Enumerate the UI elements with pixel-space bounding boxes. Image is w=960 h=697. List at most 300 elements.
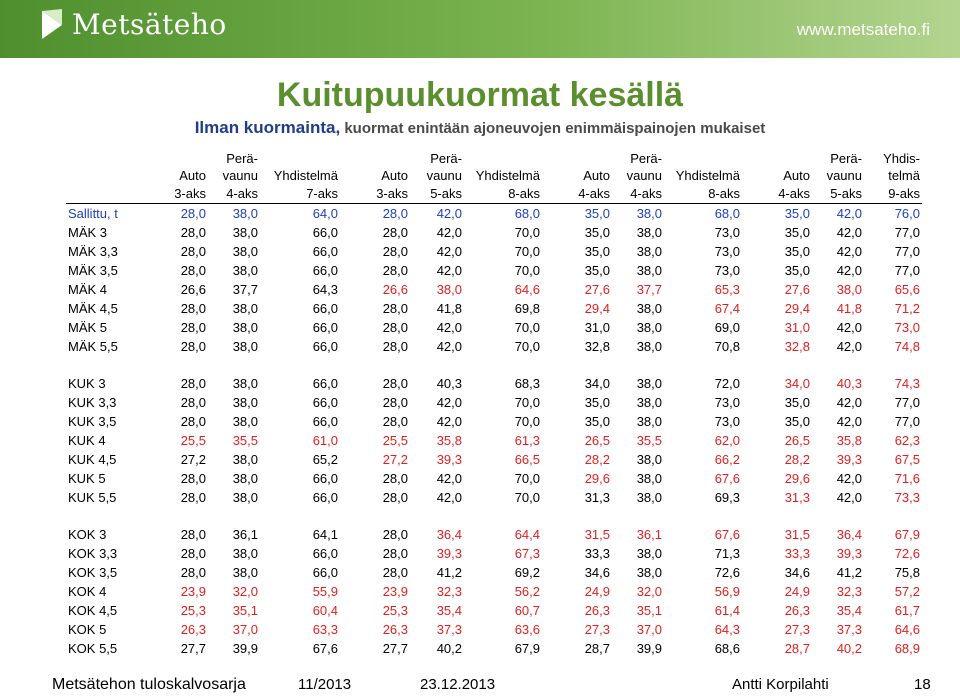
value-cell: 64,6 <box>514 282 540 297</box>
value-cell: 24,9 <box>584 584 610 599</box>
value-cell: 73,3 <box>894 490 920 505</box>
value-cell: 74,8 <box>894 339 920 354</box>
value-cell: 28,0 <box>382 225 408 240</box>
value-cell: 66,5 <box>514 452 540 467</box>
value-cell: 66,2 <box>714 452 740 467</box>
value-cell: 39,3 <box>836 546 862 561</box>
value-cell: 31,3 <box>584 490 610 505</box>
value-cell: 26,5 <box>784 433 810 448</box>
value-cell: 72,6 <box>714 565 740 580</box>
column-header-8: 4-aks <box>612 184 664 204</box>
column-header-1 <box>146 150 208 167</box>
column-header-4: Auto <box>381 168 408 183</box>
table-row <box>66 601 922 620</box>
table-row <box>66 393 922 412</box>
value-cell: 28,0 <box>382 376 408 391</box>
value-cell: 35,0 <box>784 414 810 429</box>
row-label: KUK 3 <box>68 376 106 391</box>
value-cell: 38,0 <box>232 225 258 240</box>
value-cell: 28,0 <box>180 546 206 561</box>
value-cell: 73,0 <box>714 395 740 410</box>
value-cell: 42,0 <box>836 244 862 259</box>
value-cell: 75,8 <box>894 565 920 580</box>
value-cell: 38,0 <box>636 565 662 580</box>
value-cell: 72,0 <box>714 376 740 391</box>
value-cell: 26,6 <box>382 282 408 297</box>
value-cell: 61,3 <box>514 433 540 448</box>
row-label: MÄK 3,5 <box>68 263 118 278</box>
value-cell: 38,0 <box>636 452 662 467</box>
value-cell: 38,0 <box>636 376 662 391</box>
table-row <box>66 450 922 469</box>
value-cell: 64,4 <box>514 527 540 542</box>
value-cell: 40,2 <box>836 641 862 656</box>
table-row <box>66 582 922 601</box>
value-cell: 68,6 <box>714 641 740 656</box>
value-cell: 35,8 <box>436 433 462 448</box>
slide-title: Kuitupuukuormat kesällä <box>276 76 684 114</box>
value-cell: 42,0 <box>836 471 862 486</box>
value-cell: 41,2 <box>836 565 862 580</box>
footer-number: 11/2013 <box>298 676 352 693</box>
column-header-2: Perä- <box>226 151 258 166</box>
value-cell: 38,0 <box>232 452 258 467</box>
row-label: MÄK 3,3 <box>68 244 118 259</box>
value-cell: 29,6 <box>784 471 810 486</box>
column-header-3: 7-aks <box>260 184 340 204</box>
value-cell: 63,3 <box>312 622 338 637</box>
header-row-3 <box>66 184 922 204</box>
row-label: MÄK 4 <box>68 282 108 297</box>
value-cell: 35,4 <box>436 603 462 618</box>
table-row <box>66 337 922 356</box>
column-header-7: Auto <box>583 168 610 183</box>
value-cell: 66,0 <box>312 225 338 240</box>
value-cell: 26,3 <box>784 603 810 618</box>
row-label: KUK 3,3 <box>68 395 117 410</box>
table-row <box>66 544 922 563</box>
value-cell: 28,0 <box>382 263 408 278</box>
subtitle-lead: Ilman kuormainta, <box>194 118 341 137</box>
value-cell: 77,0 <box>894 225 920 240</box>
value-cell: 42,0 <box>836 320 862 335</box>
value-cell: 36,4 <box>436 527 462 542</box>
value-cell: 28,0 <box>382 546 408 561</box>
value-cell: 38,0 <box>636 339 662 354</box>
value-cell: 28,0 <box>382 244 408 259</box>
value-cell: 40,2 <box>436 641 462 656</box>
value-cell: 66,0 <box>312 244 338 259</box>
value-cell: 66,0 <box>312 263 338 278</box>
value-cell: 39,9 <box>232 641 258 656</box>
value-cell: 66,0 <box>312 471 338 486</box>
value-cell: 35,0 <box>584 244 610 259</box>
table-row <box>66 261 922 280</box>
tree-logo-icon <box>38 7 66 41</box>
value-cell: 27,2 <box>382 452 408 467</box>
value-cell: 38,0 <box>232 395 258 410</box>
value-cell: 64,1 <box>312 527 338 542</box>
row-label: KUK 3,5 <box>68 414 117 429</box>
value-cell: 42,0 <box>836 339 862 354</box>
value-cell: 35,0 <box>784 225 810 240</box>
value-cell: 41,8 <box>836 301 862 316</box>
group-spacer <box>66 356 922 374</box>
value-cell: 28,0 <box>180 206 206 221</box>
value-cell: 67,5 <box>894 452 920 467</box>
value-cell: 66,0 <box>312 395 338 410</box>
corner-cell <box>66 150 146 167</box>
subtitle-rest: kuormat enintään ajoneuvojen enimmäispainojen mukaiset <box>340 120 766 137</box>
value-cell: 37,7 <box>232 282 258 297</box>
value-cell: 42,0 <box>836 263 862 278</box>
value-cell: 65,6 <box>894 282 920 297</box>
footer <box>0 672 960 697</box>
value-cell: 68,9 <box>894 641 920 656</box>
value-cell: 77,0 <box>894 395 920 410</box>
value-cell: 38,0 <box>232 490 258 505</box>
value-cell: 70,0 <box>514 339 540 354</box>
value-cell: 66,0 <box>312 376 338 391</box>
value-cell: 38,0 <box>636 471 662 486</box>
value-cell: 25,5 <box>180 433 206 448</box>
value-cell: 38,0 <box>232 339 258 354</box>
value-cell: 32,8 <box>784 339 810 354</box>
column-header-11: 5-aks <box>812 184 864 204</box>
value-cell: 28,0 <box>382 206 408 221</box>
value-cell: 64,3 <box>312 282 338 297</box>
value-cell: 25,5 <box>382 433 408 448</box>
value-cell: 42,0 <box>436 471 462 486</box>
value-cell: 35,0 <box>784 206 810 221</box>
table-row <box>66 223 922 242</box>
row-label: KUK 5 <box>68 471 106 486</box>
slide-subtitle <box>0 118 960 138</box>
value-cell: 38,0 <box>636 225 662 240</box>
value-cell: 26,6 <box>180 282 206 297</box>
column-header-9: Yhdistelmä <box>675 168 740 183</box>
value-cell: 26,3 <box>584 603 610 618</box>
value-cell: 27,6 <box>584 282 610 297</box>
value-cell: 28,0 <box>180 490 206 505</box>
footer-date: 23.12.2013 <box>420 676 496 693</box>
value-cell: 28,0 <box>180 301 206 316</box>
value-cell: 25,3 <box>180 603 206 618</box>
row-label: KUK 5,5 <box>68 490 117 505</box>
value-cell: 28,0 <box>382 527 408 542</box>
value-cell: 28,7 <box>784 641 810 656</box>
value-cell: 28,0 <box>180 320 206 335</box>
value-cell: 29,6 <box>584 471 610 486</box>
value-cell: 38,0 <box>636 206 662 221</box>
value-cell: 34,6 <box>584 565 610 580</box>
value-cell: 38,0 <box>436 282 462 297</box>
value-cell: 60,7 <box>514 603 540 618</box>
value-cell: 37,3 <box>836 622 862 637</box>
row-label: KOK 4,5 <box>68 603 118 618</box>
value-cell: 70,0 <box>514 244 540 259</box>
value-cell: 35,0 <box>584 414 610 429</box>
row-label: KUK 4,5 <box>68 452 117 467</box>
value-cell: 34,0 <box>584 376 610 391</box>
value-cell: 32,8 <box>584 339 610 354</box>
column-header-2: vaunu <box>222 168 258 183</box>
table-row <box>66 639 922 658</box>
column-header-5: vaunu <box>426 168 462 183</box>
column-header-11: vaunu <box>826 168 862 183</box>
value-cell: 56,2 <box>514 584 540 599</box>
brand-name: Metsäteho <box>72 7 227 41</box>
value-cell: 24,9 <box>784 584 810 599</box>
value-cell: 42,0 <box>436 395 462 410</box>
value-cell: 26,3 <box>180 622 206 637</box>
value-cell: 64,3 <box>714 622 740 637</box>
value-cell: 38,0 <box>232 263 258 278</box>
value-cell: 35,5 <box>232 433 258 448</box>
table-row <box>66 620 922 639</box>
value-cell: 77,0 <box>894 244 920 259</box>
header-bar <box>0 0 960 58</box>
table-row <box>66 280 922 299</box>
value-cell: 28,0 <box>180 527 206 542</box>
value-cell: 28,0 <box>180 414 206 429</box>
value-cell: 36,1 <box>232 527 258 542</box>
column-header-3: Yhdistelmä <box>273 168 338 183</box>
value-cell: 73,0 <box>714 244 740 259</box>
value-cell: 67,6 <box>714 527 740 542</box>
column-header-8: Perä- <box>630 151 662 166</box>
value-cell: 27,3 <box>784 622 810 637</box>
value-cell: 28,0 <box>382 565 408 580</box>
table-row <box>66 412 922 431</box>
value-cell: 28,0 <box>180 339 206 354</box>
value-cell: 61,0 <box>312 433 338 448</box>
header-row-2 <box>66 167 922 184</box>
table-row <box>66 242 922 261</box>
column-header-5: 5-aks <box>410 184 464 204</box>
value-cell: 70,0 <box>514 395 540 410</box>
value-cell: 41,2 <box>436 565 462 580</box>
value-cell: 63,6 <box>514 622 540 637</box>
value-cell: 66,0 <box>312 339 338 354</box>
value-cell: 56,9 <box>714 584 740 599</box>
value-cell: 70,8 <box>714 339 740 354</box>
value-cell: 62,3 <box>894 433 920 448</box>
value-cell: 28,0 <box>382 339 408 354</box>
value-cell: 35,4 <box>836 603 862 618</box>
value-cell: 35,0 <box>584 225 610 240</box>
value-cell: 38,0 <box>636 414 662 429</box>
value-cell: 42,0 <box>436 225 462 240</box>
value-cell: 33,3 <box>584 546 610 561</box>
table-row <box>66 525 922 544</box>
value-cell: 70,0 <box>514 471 540 486</box>
value-cell: 55,9 <box>312 584 338 599</box>
row-label: MÄK 4,5 <box>68 301 118 316</box>
value-cell: 61,7 <box>894 603 920 618</box>
value-cell: 28,0 <box>180 565 206 580</box>
value-cell: 38,0 <box>636 244 662 259</box>
table-row <box>66 563 922 582</box>
value-cell: 35,0 <box>784 244 810 259</box>
value-cell: 38,0 <box>232 320 258 335</box>
value-cell: 27,3 <box>584 622 610 637</box>
value-cell: 38,0 <box>836 282 862 297</box>
value-cell: 38,0 <box>232 376 258 391</box>
value-cell: 28,0 <box>382 301 408 316</box>
value-cell: 68,0 <box>514 206 540 221</box>
table-row <box>66 374 922 393</box>
value-cell: 65,3 <box>714 282 740 297</box>
row-label: KOK 3,3 <box>68 546 118 561</box>
value-cell: 67,4 <box>714 301 740 316</box>
column-header-9: 8-aks <box>664 184 742 204</box>
value-cell: 42,0 <box>436 244 462 259</box>
value-cell: 71,6 <box>894 471 920 486</box>
value-cell: 70,0 <box>514 320 540 335</box>
value-cell: 76,0 <box>894 206 920 221</box>
value-cell: 23,9 <box>382 584 408 599</box>
value-cell: 42,0 <box>836 206 862 221</box>
footer-series: Metsätehon tuloskalvosarja <box>52 676 246 693</box>
row-label: KOK 3 <box>68 527 107 542</box>
value-cell: 39,3 <box>836 452 862 467</box>
column-header-8: vaunu <box>626 168 662 183</box>
column-header-12: 9-aks <box>864 184 922 204</box>
value-cell: 64,0 <box>312 206 338 221</box>
value-cell: 32,0 <box>636 584 662 599</box>
value-cell: 38,0 <box>636 301 662 316</box>
value-cell: 38,0 <box>232 471 258 486</box>
value-cell: 37,0 <box>232 622 258 637</box>
value-cell: 38,0 <box>636 320 662 335</box>
value-cell: 68,3 <box>514 376 540 391</box>
value-cell: 39,3 <box>436 546 462 561</box>
load-table <box>66 150 922 658</box>
footer-page: 18 <box>914 676 931 693</box>
value-cell: 66,0 <box>312 565 338 580</box>
value-cell: 32,3 <box>436 584 462 599</box>
table-row <box>66 204 922 224</box>
value-cell: 35,1 <box>636 603 662 618</box>
footer-author: Antti Korpilahti <box>732 676 829 693</box>
value-cell: 42,0 <box>436 414 462 429</box>
value-cell: 42,0 <box>436 263 462 278</box>
value-cell: 32,0 <box>232 584 258 599</box>
column-header-1: 3-aks <box>146 184 208 204</box>
table-row <box>66 431 922 450</box>
row-label: KOK 5 <box>68 622 107 637</box>
value-cell: 31,5 <box>784 527 810 542</box>
column-header-12: telmä <box>888 168 920 183</box>
value-cell: 72,6 <box>894 546 920 561</box>
value-cell: 25,3 <box>382 603 408 618</box>
value-cell: 42,0 <box>836 414 862 429</box>
value-cell: 28,7 <box>584 641 610 656</box>
spacer-cell <box>66 356 922 374</box>
spacer-cell <box>66 507 922 525</box>
column-header-7: 4-aks <box>542 184 612 204</box>
value-cell: 69,8 <box>514 301 540 316</box>
value-cell: 69,0 <box>714 320 740 335</box>
column-header-9 <box>664 150 742 167</box>
value-cell: 34,0 <box>784 376 810 391</box>
value-cell: 28,0 <box>382 320 408 335</box>
value-cell: 35,8 <box>836 433 862 448</box>
table-row <box>66 299 922 318</box>
value-cell: 38,0 <box>232 414 258 429</box>
value-cell: 77,0 <box>894 414 920 429</box>
value-cell: 65,2 <box>312 452 338 467</box>
value-cell: 28,0 <box>180 471 206 486</box>
value-cell: 28,0 <box>180 376 206 391</box>
value-cell: 66,0 <box>312 414 338 429</box>
value-cell: 35,0 <box>784 263 810 278</box>
column-header-6: 8-aks <box>464 184 542 204</box>
column-header-7 <box>542 150 612 167</box>
value-cell: 61,4 <box>714 603 740 618</box>
row-label: KOK 3,5 <box>68 565 118 580</box>
value-cell: 38,0 <box>232 301 258 316</box>
value-cell: 73,0 <box>714 263 740 278</box>
value-cell: 35,5 <box>636 433 662 448</box>
row-label: Sallittu, t <box>68 206 118 221</box>
value-cell: 42,0 <box>836 490 862 505</box>
value-cell: 69,2 <box>514 565 540 580</box>
value-cell: 38,0 <box>232 244 258 259</box>
value-cell: 42,0 <box>436 206 462 221</box>
value-cell: 42,0 <box>836 225 862 240</box>
value-cell: 67,3 <box>514 546 540 561</box>
brand-logo[interactable] <box>38 4 227 44</box>
value-cell: 31,5 <box>584 527 610 542</box>
column-header-11: Perä- <box>830 151 862 166</box>
value-cell: 35,1 <box>232 603 258 618</box>
table-body <box>66 204 922 659</box>
value-cell: 67,9 <box>894 527 920 542</box>
column-header-10: Auto <box>783 168 810 183</box>
value-cell: 38,0 <box>232 565 258 580</box>
value-cell: 73,0 <box>894 320 920 335</box>
column-header-3 <box>260 150 340 167</box>
value-cell: 38,0 <box>636 263 662 278</box>
corner-cell <box>66 167 146 184</box>
column-header-4: 3-aks <box>340 184 410 204</box>
value-cell: 27,2 <box>180 452 206 467</box>
value-cell: 31,3 <box>784 490 810 505</box>
row-label: MÄK 5 <box>68 320 108 335</box>
row-label: KOK 5,5 <box>68 641 118 656</box>
value-cell: 31,0 <box>584 320 610 335</box>
value-cell: 29,4 <box>584 301 610 316</box>
value-cell: 71,3 <box>714 546 740 561</box>
value-cell: 28,0 <box>382 414 408 429</box>
value-cell: 38,0 <box>636 395 662 410</box>
value-cell: 39,9 <box>636 641 662 656</box>
value-cell: 71,2 <box>894 301 920 316</box>
value-cell: 28,2 <box>784 452 810 467</box>
value-cell: 40,3 <box>836 376 862 391</box>
column-header-5: Perä- <box>430 151 462 166</box>
value-cell: 37,7 <box>636 282 662 297</box>
value-cell: 66,0 <box>312 301 338 316</box>
value-cell: 42,0 <box>436 320 462 335</box>
value-cell: 35,0 <box>584 263 610 278</box>
value-cell: 67,6 <box>714 471 740 486</box>
value-cell: 23,9 <box>180 584 206 599</box>
site-url[interactable]: www.metsateho.fi <box>796 20 930 39</box>
column-header-2: 4-aks <box>208 184 260 204</box>
